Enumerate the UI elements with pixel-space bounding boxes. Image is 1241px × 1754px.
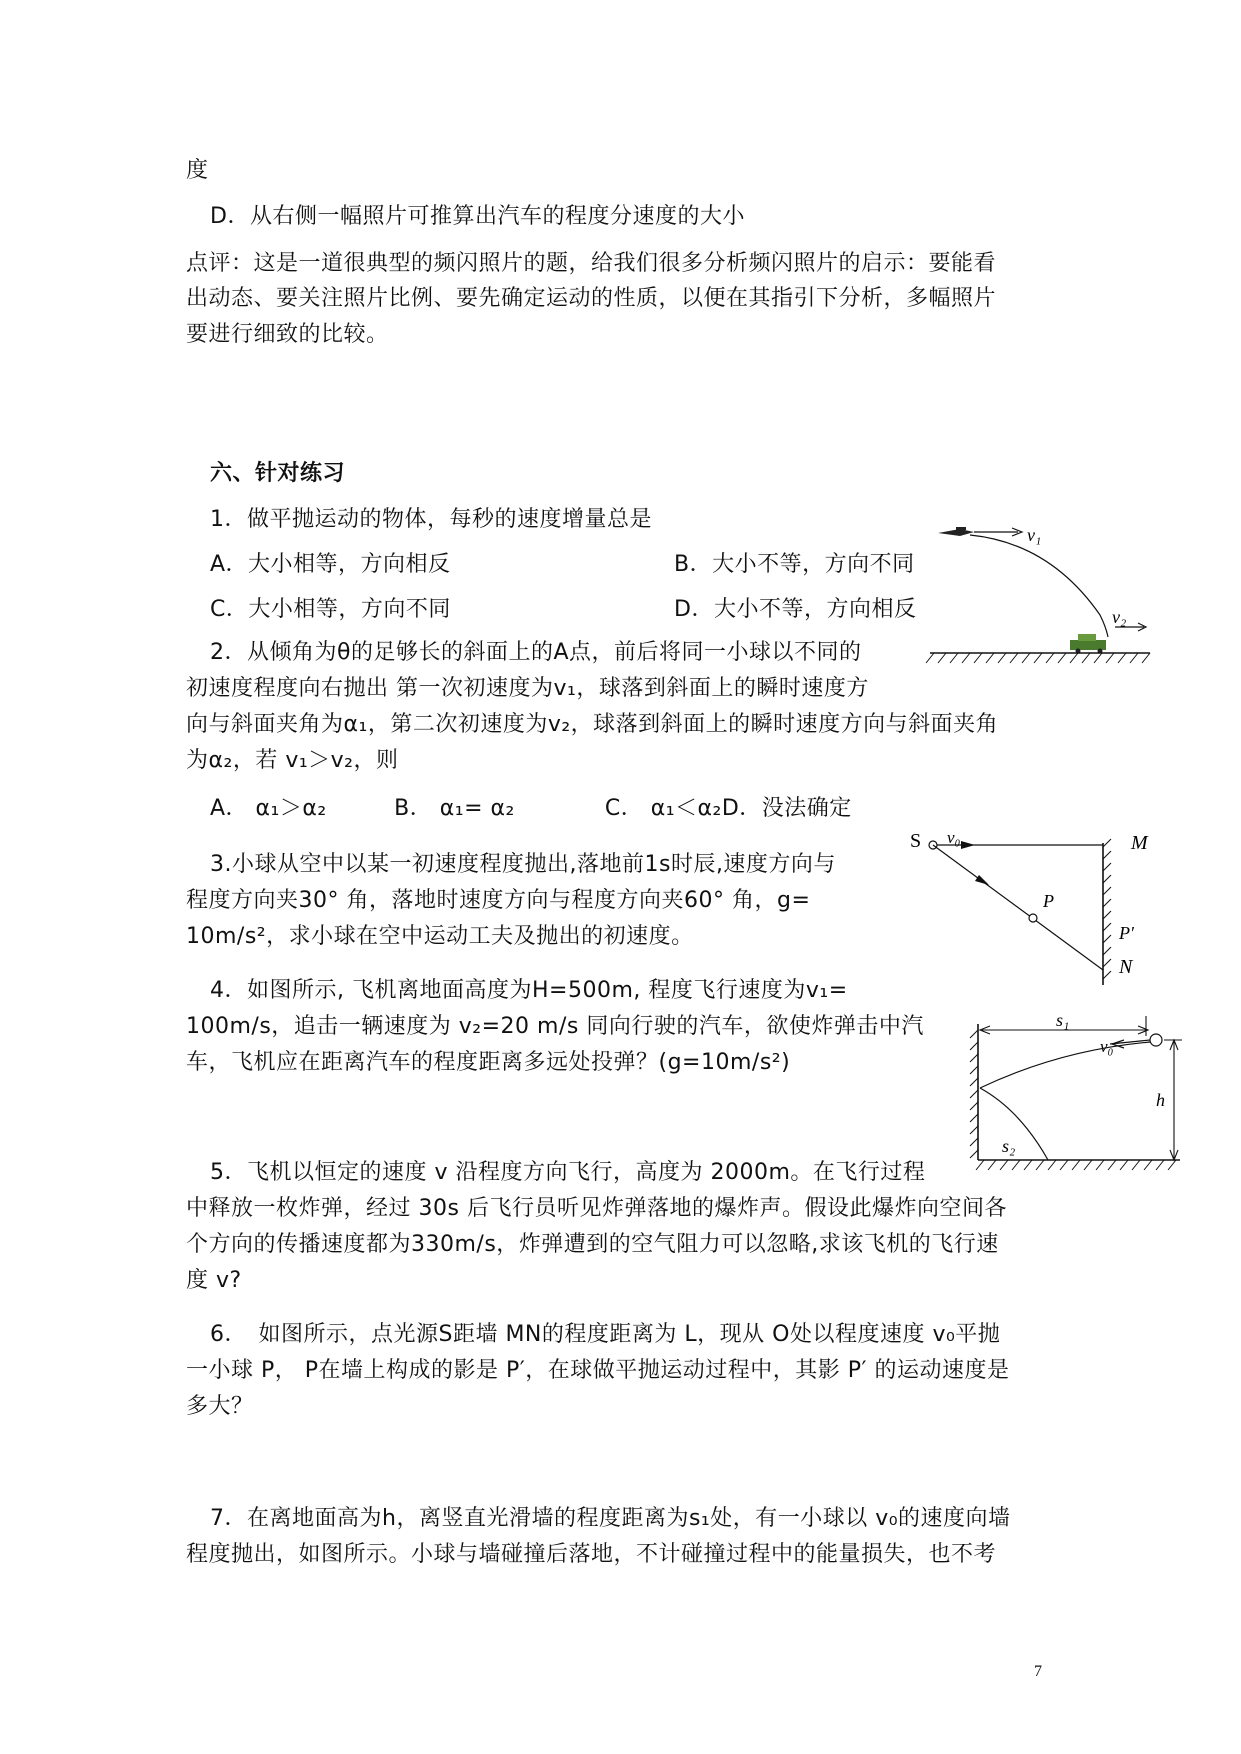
q1-option-a: A．大小相等，方向相反 — [210, 552, 451, 577]
question-5: 5．飞机以恒定的速度 v 沿程度方向飞行，高度为 2000m。在飞行过程 — [210, 1160, 926, 1185]
figure-ball-wall-bounce — [960, 1010, 1190, 1175]
q1-option-c: C．大小相等，方向不同 — [210, 597, 451, 622]
question-5-line: 中释放一枚炸弹，经过 30s 后飞行员听见炸弹落地的爆炸声。假设此爆炸向空间各 — [186, 1196, 1007, 1221]
question-2-line: 初速度程度向右抛出 第一次初速度为v₁，球落到斜面上的瞬时速度方 — [186, 676, 869, 701]
figure-light-source-wall — [905, 825, 1165, 990]
car-icon — [1070, 634, 1106, 654]
question-5-line: 个方向的传播速度都为330m/s，炸弹遭到的空气阻力可以忽略,求该飞机的飞行速 — [186, 1232, 999, 1257]
section-title: 六、针对练习 — [210, 461, 346, 486]
question-7: 7．在离地面高为h，离竖直光滑墙的程度距离为s₁处，有一小球以 v₀的速度向墙 — [210, 1506, 1011, 1531]
q1-option-b: B．大小不等，方向不同 — [674, 552, 915, 577]
label-s2: s₂ — [1002, 1136, 1016, 1156]
label-N: N — [1119, 956, 1133, 978]
question-4-line: 100m/s，追击一辆速度为 v₂=20 m/s 同向行驶的汽车，欲使炸弹击中汽 — [186, 1014, 924, 1039]
figure-projectile-plane-car — [930, 515, 1160, 670]
question-2-line: 向与斜面夹角为α₁，第二次初速度为v₂，球落到斜面上的瞬时速度方向与斜面夹角 — [186, 712, 999, 737]
text-line: 度 — [186, 158, 209, 183]
ray-line — [933, 845, 1103, 970]
trajectory-curve — [970, 535, 1108, 637]
q1-option-d: D．大小不等，方向相反 — [674, 597, 917, 622]
comment-line: 要进行细致的比较。 — [186, 322, 389, 347]
question-2: 2．从倾角为θ的足够长的斜面上的A点，前后将同一小球以不同的 — [210, 640, 862, 665]
ball-P — [1029, 914, 1037, 922]
question-3: 3.小球从空中以某一初速度程度抛出,落地前1s时辰,速度方向与 — [210, 852, 836, 877]
question-6: 6． 如图所示，点光源S距墙 MN的程度距离为 L，现从 O处以程度速度 v₀平抛 — [210, 1322, 1001, 1347]
comment-line: 出动态、要关注照片比例、要先确定运动的性质，以便在其指引下分析，多幅照片 — [186, 286, 997, 311]
question-3-line: 程度方向夹30° 角，落地时速度方向与程度方向夹60° 角，g= — [186, 888, 811, 913]
question-6-line: 一小球 P， P在墙上构成的影是 P′，在球做平抛运动过程中，其影 P′ 的运动速度是 — [186, 1358, 1010, 1383]
question-1: 1．做平抛运动的物体，每秒的速度增量总是 — [210, 507, 652, 532]
plane-icon — [938, 527, 974, 536]
label-v2: v₂ — [1112, 607, 1127, 627]
label-s1: s₁ — [1056, 1010, 1070, 1030]
question-6-line: 多大？ — [186, 1394, 254, 1419]
question-5-line: 度 v? — [186, 1268, 242, 1293]
q2-options: A． α₁＞α₂ B． α₁= α₂ C． α₁＜α₂D．没法确定 — [210, 796, 852, 821]
label-P-prime: P′ — [1119, 923, 1134, 943]
question-4: 4．如图所示, 飞机离地面高度为H=500m, 程度飞行速度为v₁= — [210, 978, 848, 1003]
trajectory-to-wall — [980, 1042, 1150, 1088]
label-M: M — [1131, 832, 1148, 854]
ball — [1150, 1034, 1162, 1046]
question-2-line: 为α₂，若 v₁＞v₂，则 — [186, 748, 399, 773]
page-number: 7 — [1034, 1663, 1043, 1680]
label-P: P — [1043, 891, 1054, 911]
question-7-line: 程度抛出，如图所示。小球与墙碰撞后落地，不计碰撞过程中的能量损失，也不考 — [186, 1542, 997, 1567]
label-h: h — [1156, 1090, 1165, 1110]
question-3-line: 10m/s²，求小球在空中运动工夫及抛出的初速度。 — [186, 924, 694, 949]
comment-line: 点评：这是一道很典型的频闪照片的题，给我们很多分析频闪照片的启示：要能看 — [186, 251, 997, 276]
label-v0: v₀ — [947, 828, 961, 847]
label-v0: v₀ — [1100, 1037, 1114, 1056]
question-4-line: 车，飞机应在距离汽车的程度距离多远处投弹？(g=10m/s²) — [186, 1050, 791, 1075]
label-S: S — [910, 830, 922, 852]
label-v1: v₁ — [1027, 525, 1042, 545]
option-d-text: D．从右侧一幅照片可推算出汽车的程度分速度的大小 — [210, 204, 745, 229]
